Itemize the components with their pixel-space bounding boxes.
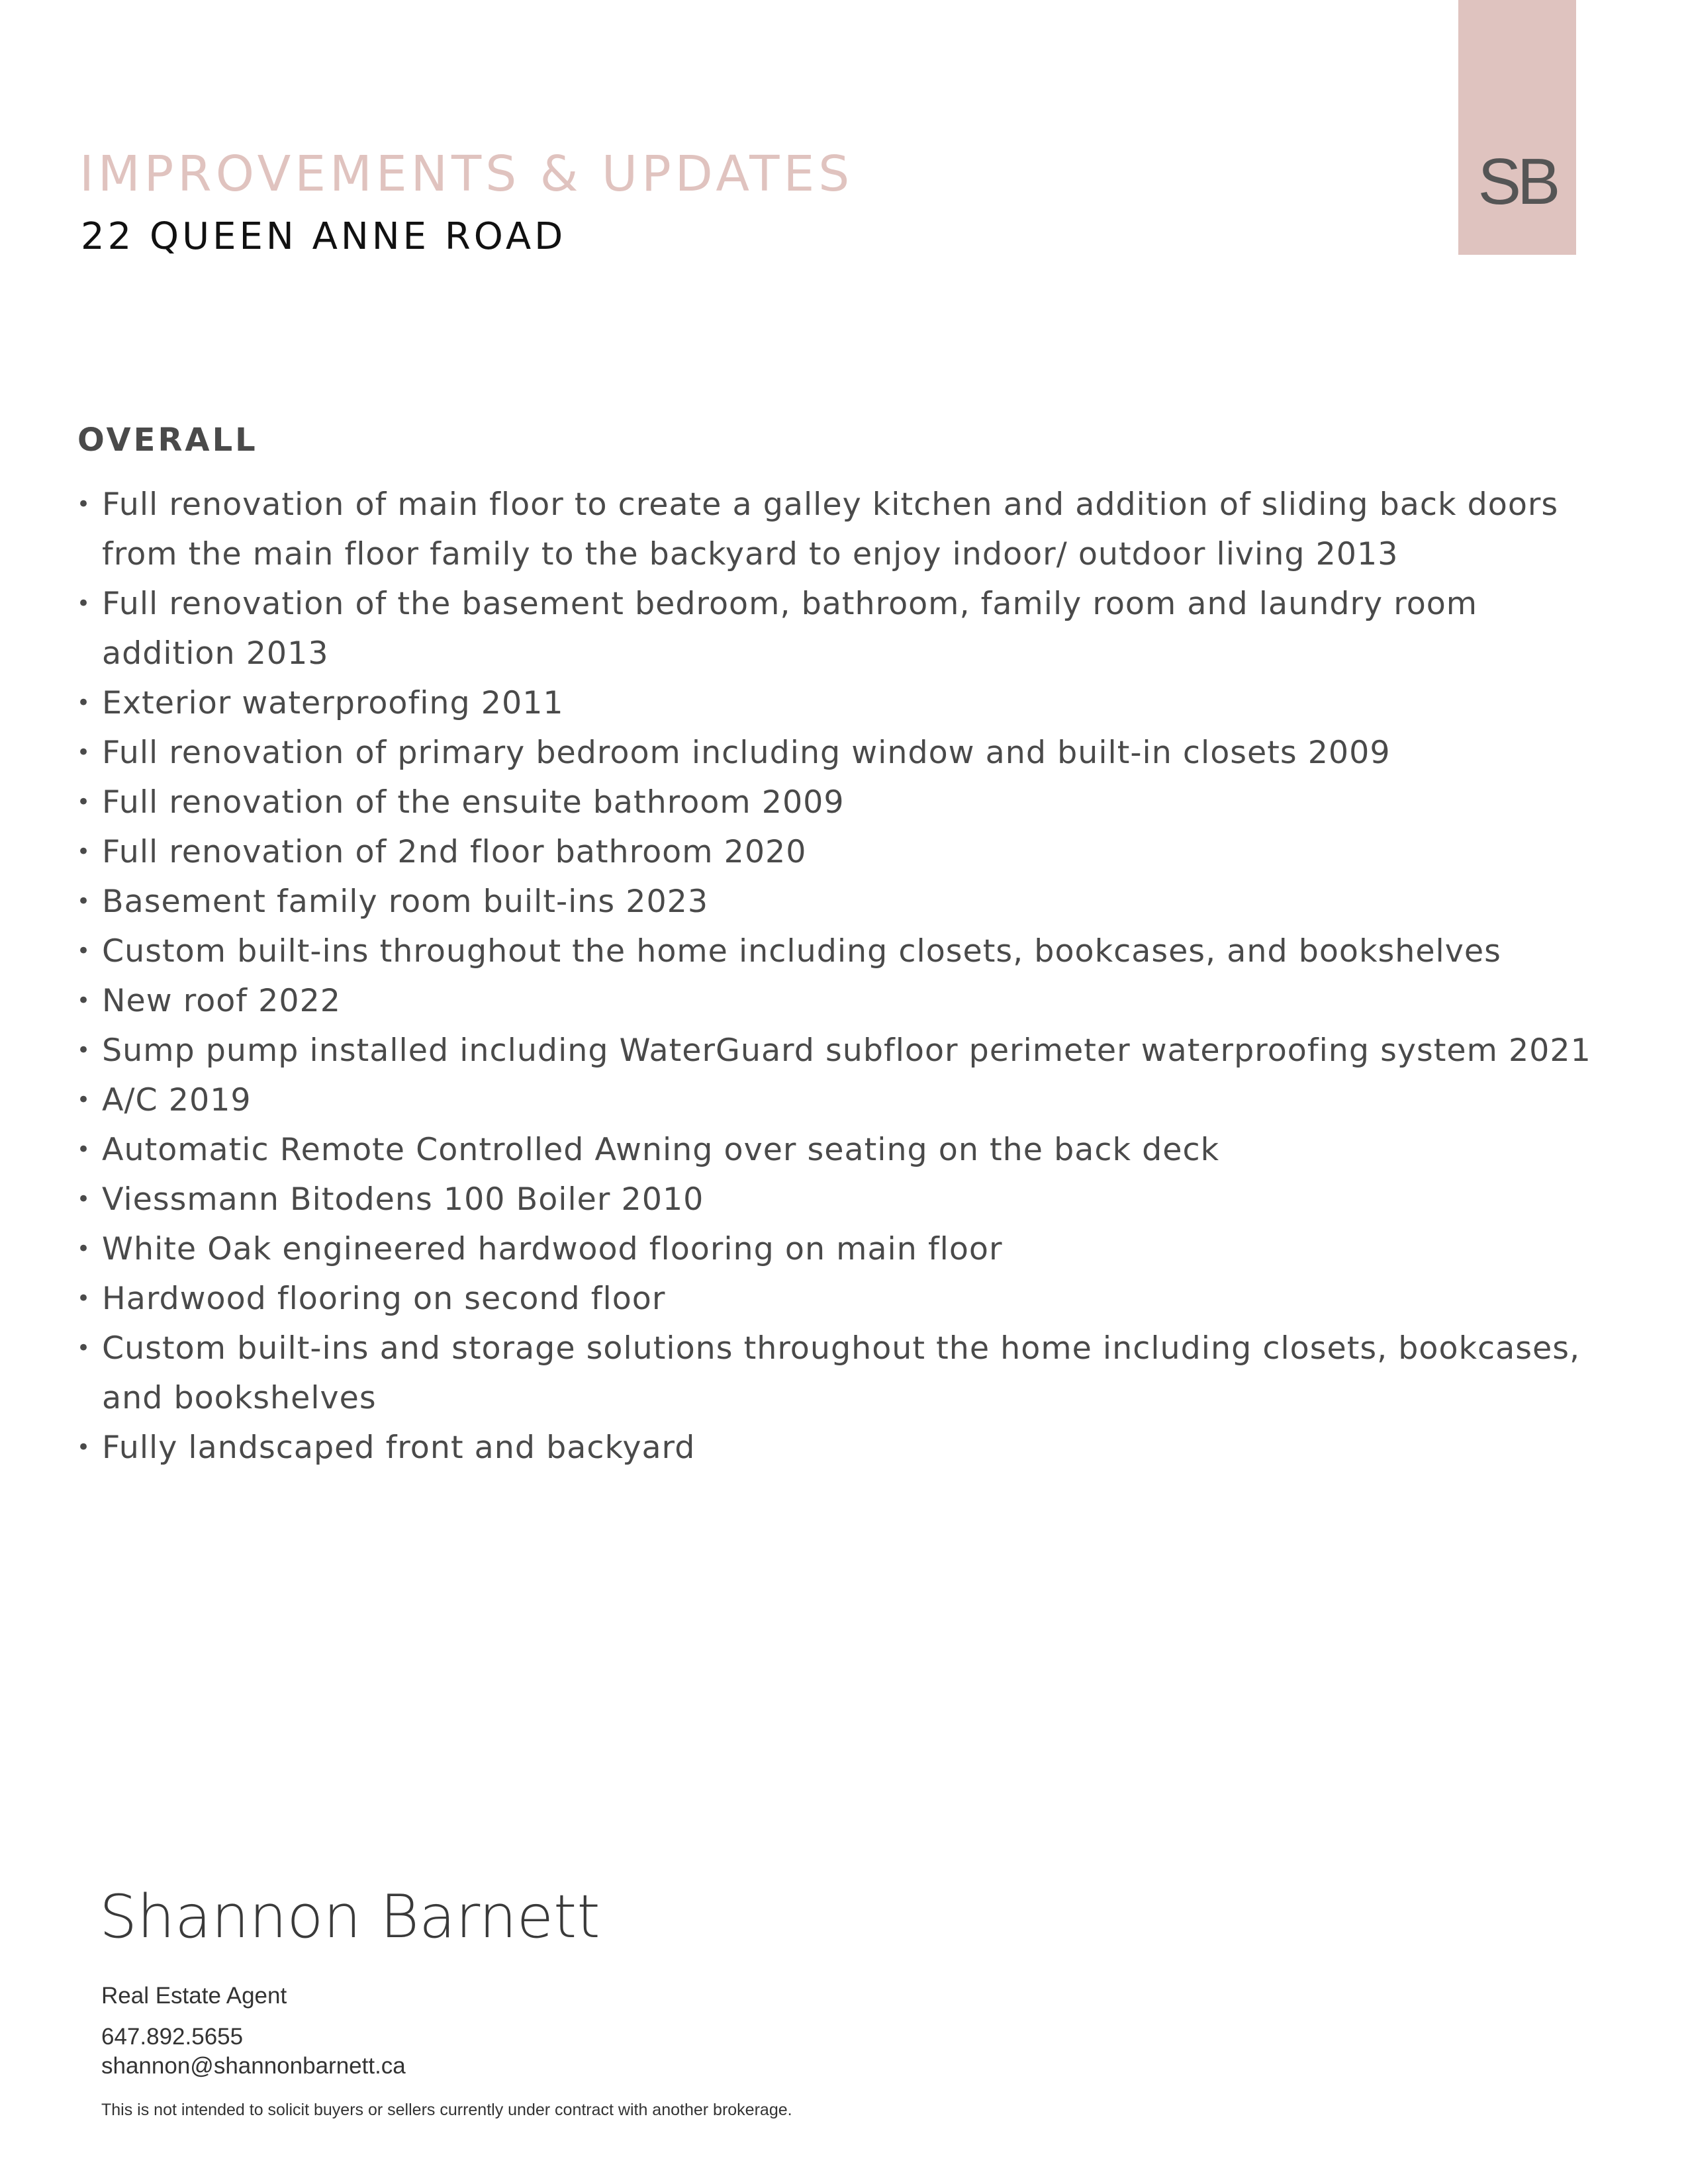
list-item: • Full renovation of the ensuite bathroom 2009 bbox=[74, 778, 1597, 827]
list-item: • Fully landscaped front and backyard bbox=[74, 1423, 1597, 1473]
improvements-list bbox=[74, 480, 1597, 1473]
list-item: • Automatic Remote Controlled Awning over seating on the back deck bbox=[74, 1125, 1597, 1175]
list-item: • A/C 2019 bbox=[74, 1075, 1597, 1125]
list-item: • Full renovation of the basement bedroom, bathroom, family room and laundry room addition 2013 bbox=[74, 579, 1597, 678]
list-item: • White Oak engineered hardwood flooring on main floor bbox=[74, 1224, 1597, 1274]
list-item: • Full renovation of 2nd floor bathroom 2020 bbox=[74, 827, 1597, 877]
list-item: • Full renovation of main floor to create a galley kitchen and addition of sliding back doors from the main floor family to the backyard to enjoy indoor/ outdoor living 2013 bbox=[74, 480, 1597, 579]
list-item: • Custom built-ins and storage solutions throughout the home including closets, bookcases, and bookshelves bbox=[74, 1324, 1597, 1423]
list-item: • Sump pump installed including WaterGuard subfloor perimeter waterproofing system 2021 bbox=[74, 1026, 1597, 1075]
agent-phone[interactable]: 647.892.5655 bbox=[101, 2024, 244, 2050]
logo-monogram: SB bbox=[1477, 145, 1557, 218]
list-item: • Custom built-ins throughout the home including closets, bookcases, and bookshelves bbox=[74, 927, 1597, 976]
agent-email[interactable]: shannon@shannonbarnett.ca bbox=[101, 2053, 406, 2079]
agent-name: Shannon Barnett bbox=[99, 1882, 600, 1952]
section-heading-overall: OVERALL bbox=[77, 422, 258, 459]
list-item: • Hardwood flooring on second floor bbox=[74, 1274, 1597, 1324]
disclaimer: This is not intended to solicit buyers or sellers currently under contract with another brokerage. bbox=[101, 2101, 792, 2119]
list-item: • New roof 2022 bbox=[74, 976, 1597, 1026]
list-item: • Exterior waterproofing 2011 bbox=[74, 678, 1597, 728]
property-address: 22 QUEEN ANNE ROAD bbox=[81, 215, 567, 258]
page-title: IMPROVEMENTS & UPDATES bbox=[79, 146, 854, 203]
list-item: • Full renovation of primary bedroom including window and built-in closets 2009 bbox=[74, 728, 1597, 778]
logo-tab bbox=[1458, 0, 1576, 255]
list-item: • Basement family room built-ins 2023 bbox=[74, 877, 1597, 927]
agent-title: Real Estate Agent bbox=[101, 1983, 287, 2009]
list-item: • Viessmann Bitodens 100 Boiler 2010 bbox=[74, 1175, 1597, 1224]
